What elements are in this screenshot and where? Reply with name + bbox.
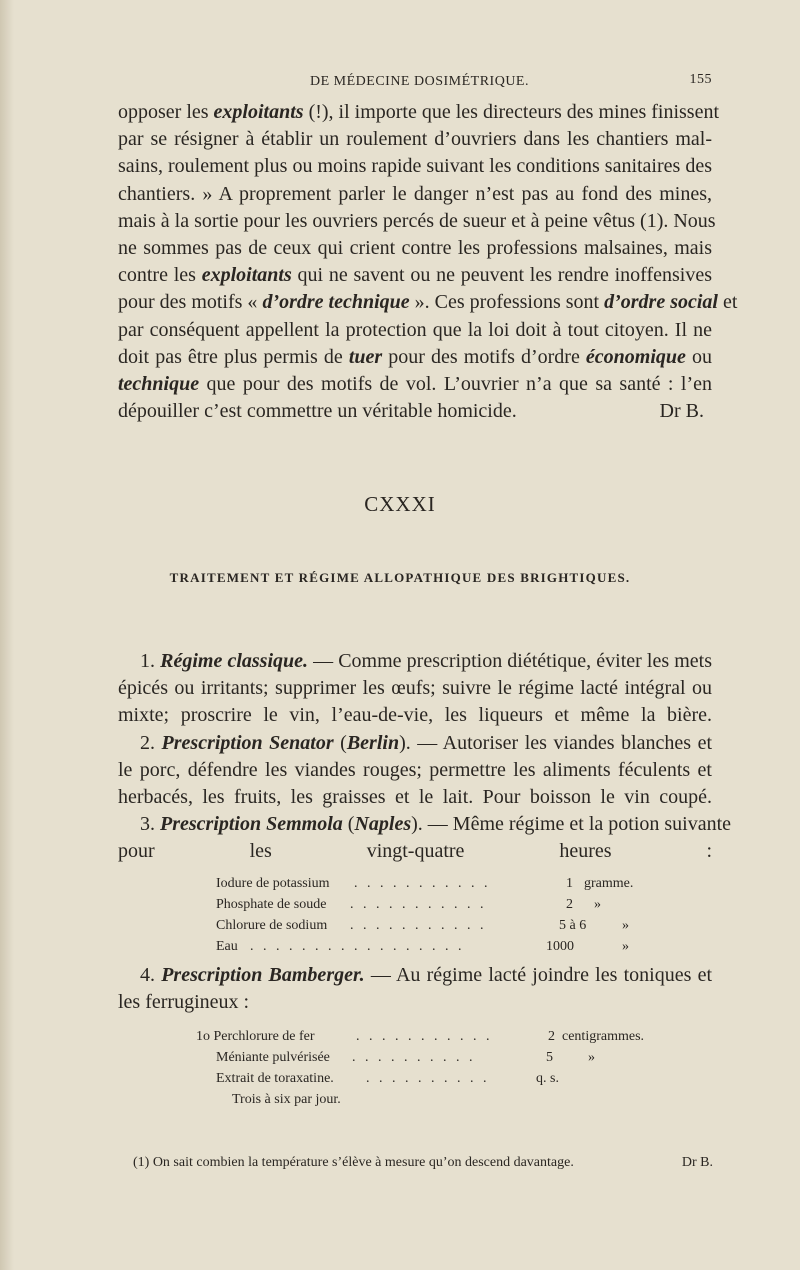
leader-dots: . . . . . . . . . .: [352, 1050, 476, 1065]
text-line: technique que pour des motifs de vol. L’ouvrier n’a que sa santé : l’en: [118, 372, 712, 395]
footnote-text: (1) On sait combien la température s’élève à mesure qu’on descend davantage.: [133, 1155, 574, 1170]
ingredient-unit: »: [594, 897, 601, 912]
ingredient-qty: 1000: [546, 939, 574, 954]
footnote: [133, 1155, 713, 1171]
recipe-row: [216, 915, 656, 936]
ingredient-name: 1o Perchlorure de fer: [196, 1029, 315, 1044]
text-line: le porc, défendre les viandes rouges; permettre les aliments féculents et: [118, 758, 712, 781]
ingredient-name: Chlorure de sodium: [216, 918, 328, 933]
text-line: par conséquent appellent la protection que la loi doit à tout citoyen. Il ne: [118, 318, 712, 341]
ingredient-name: Iodure de potassium: [216, 876, 330, 891]
leader-dots: . . . . . . . . . . .: [350, 897, 487, 912]
text-line: épicés ou irritants; supprimer les œufs; suivre le régime lacté intégral ou: [118, 677, 712, 700]
recipe-semmola: [216, 873, 656, 957]
text-line: opposer les exploitants (!), il importe que les directeurs des mines finissent: [118, 101, 720, 123]
ingredient-unit: gramme.: [584, 876, 634, 891]
text-line: mixte; proscrire le vin, l’eau-de-vie, les liqueurs et même la bière.: [118, 704, 712, 727]
ingredient-qty: 1: [566, 876, 573, 891]
recipe-row: [196, 1026, 666, 1047]
ingredient-unit: centigrammes.: [562, 1029, 645, 1044]
ingredient-unit: »: [588, 1050, 595, 1065]
text-line: pour des motifs « d’ordre technique ». Ces professions sont d’ordre social et: [118, 291, 738, 314]
recipe-bamberger: [196, 1026, 666, 1110]
text-line: herbacés, les fruits, les graisses et le lait. Pour boisson le vin coupé.: [118, 785, 712, 808]
ingredient-name: Extrait de toraxatine.: [216, 1071, 334, 1086]
ingredient-qty: q. s.: [536, 1071, 559, 1086]
text-line: 2. Prescription Senator (Berlin). — Autoriser les viandes blanches et: [140, 731, 713, 754]
ingredient-unit: »: [622, 918, 629, 933]
paragraph-prescriptions: [118, 648, 732, 866]
text-line: 4. Prescription Bamberger. — Au régime lacté joindre les toniques et: [140, 964, 713, 986]
ingredient-name: Eau: [216, 939, 238, 954]
running-head: [118, 70, 712, 92]
ingredient-qty: 5 à 6: [559, 918, 587, 933]
recipe-row: [196, 1089, 666, 1110]
recipe-row: [216, 873, 656, 894]
text-line: doit pas être plus permis de tuer pour des motifs d’ordre économique ou: [118, 345, 713, 368]
section-number: CXXXI: [364, 492, 436, 516]
paragraph-mines: [118, 99, 738, 425]
ingredient-qty: 2: [548, 1029, 555, 1044]
ingredient-name: Méniante pulvérisée: [216, 1050, 330, 1065]
text-line: contre les exploitants qui ne savent ou ne peuvent les rendre inoffensives: [118, 264, 712, 287]
leader-dots: . . . . . . . . . . .: [350, 918, 487, 933]
recipe-row: [216, 894, 656, 915]
text-line: mais à la sortie pour les ouvriers percés de sueur et à peine vêtus (1). Nous: [118, 209, 716, 232]
ingredient-unit: »: [622, 939, 629, 954]
ingredient-qty: 2: [566, 897, 573, 912]
text-line: 1. Régime classique. — Comme prescription diététique, éviter les mets: [140, 650, 713, 672]
recipe-row: [196, 1068, 666, 1089]
leader-dots: . . . . . . . . . .: [366, 1071, 490, 1086]
text-line: pour les vingt-quatre heures :: [118, 840, 712, 863]
ingredient-qty: 5: [546, 1050, 553, 1065]
text-line: ne sommes pas de ceux qui crient contre les professions malsaines, mais: [118, 236, 712, 259]
section-title: TRAITEMENT ET RÉGIME ALLOPATHIQUE DES BRIGHTIQUES.: [169, 570, 631, 585]
recipe-row: [196, 1047, 666, 1068]
text-line: dépouiller c’est commettre un véritable homicide. Dr B.: [118, 398, 712, 425]
leader-dots: . . . . . . . . . . .: [354, 876, 491, 891]
author-signature: Dr B.: [659, 400, 704, 423]
paragraph-bamberger: [118, 962, 712, 1016]
text-line: sains, roulement plus ou moins rapide suivant les conditions sanitaires des: [118, 155, 712, 178]
text-line: les ferrugineux :: [118, 991, 250, 1014]
page-gutter-shade: [0, 0, 14, 1270]
recipe-row: [216, 936, 656, 957]
leader-dots: . . . . . . . . . . .: [356, 1029, 493, 1044]
text-line: 3. Prescription Semmola (Naples). — Même régime et la potion suivante: [140, 813, 732, 836]
page-number: 155: [689, 72, 712, 87]
text-line: par se résigner à établir un roulement d’ouvriers dans les chantiers mal-: [118, 128, 712, 151]
running-head-title: DE MÉDECINE DOSIMÉTRIQUE.: [310, 74, 529, 89]
leader-dots: . . . . . . . . . . . . . . . . .: [250, 939, 465, 954]
ingredient-name: Phosphate de soude: [216, 897, 327, 912]
text-line: chantiers. » A proprement parler le danger n’est pas au fond des mines,: [118, 182, 712, 205]
dosage-note: Trois à six par jour.: [232, 1092, 341, 1107]
footnote-signature: Dr B.: [681, 1155, 713, 1170]
